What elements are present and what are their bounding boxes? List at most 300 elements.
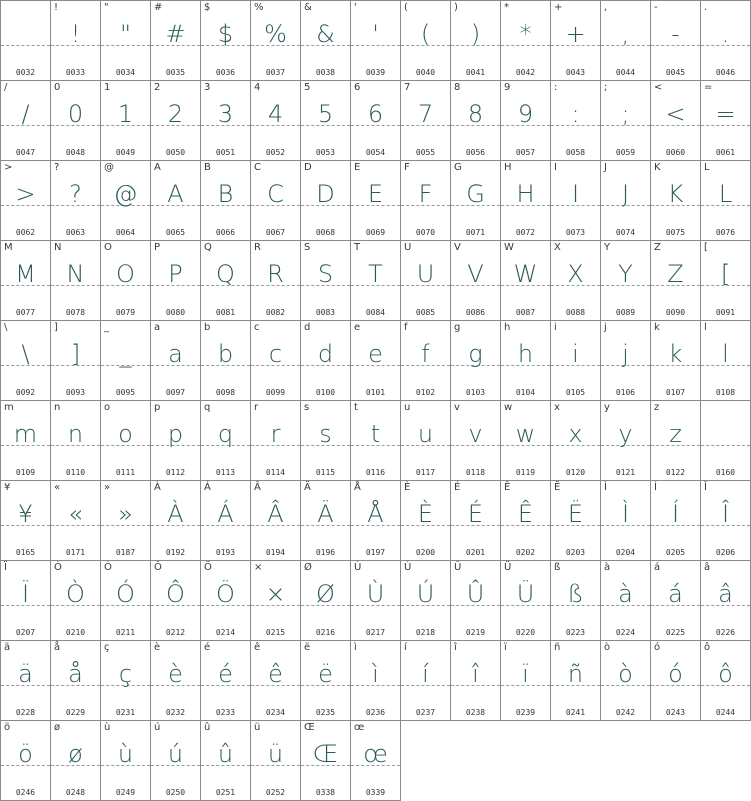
glyph-cell[interactable] — [601, 1, 651, 81]
glyph-cell-label: y — [604, 402, 610, 413]
glyph-sample: 6 — [367, 100, 384, 128]
glyph-sample: e — [368, 340, 383, 368]
glyph-cell[interactable] — [301, 321, 351, 401]
glyph-cell-label: í — [404, 642, 407, 653]
glyph-cell[interactable] — [251, 641, 301, 721]
glyph-sample: û — [217, 740, 234, 768]
glyph-code: 0060 — [665, 148, 686, 157]
glyph-cell-label: Û — [454, 562, 462, 573]
glyph-cell[interactable] — [551, 321, 601, 401]
glyph-cell[interactable] — [251, 1, 301, 81]
glyph-cell[interactable] — [501, 321, 551, 401]
glyph-cell-label: > — [4, 162, 13, 173]
glyph-cell-label: C — [254, 162, 261, 173]
glyph-cell-label: î — [454, 642, 457, 653]
glyph-code: 0225 — [665, 628, 686, 637]
glyph-code: 0067 — [265, 228, 286, 237]
glyph-code: 0192 — [165, 548, 186, 557]
glyph-cell[interactable] — [51, 481, 101, 561]
glyph-code: 0194 — [265, 548, 286, 557]
glyph-code: 0047 — [15, 148, 36, 157]
glyph-sample: ? — [69, 180, 82, 208]
glyph-cell-label: Ó — [104, 562, 112, 573]
glyph-cell[interactable] — [301, 241, 351, 321]
glyph-cell[interactable] — [451, 241, 501, 321]
glyph-cell[interactable] — [601, 561, 651, 641]
glyph-cell-label: w — [504, 402, 513, 413]
glyph-code: 0241 — [565, 708, 586, 717]
glyph-sample: À — [167, 500, 184, 528]
glyph-code: 0246 — [15, 788, 36, 797]
glyph-cell[interactable] — [451, 401, 501, 481]
glyph-cell[interactable] — [401, 481, 451, 561]
glyph-sample: C — [267, 180, 284, 208]
glyph-cell-label: Ü — [504, 562, 512, 573]
glyph-cell[interactable] — [151, 561, 201, 641]
glyph-cell-label: Ú — [404, 562, 412, 573]
glyph-code: 0219 — [465, 628, 486, 637]
glyph-code: 0252 — [265, 788, 286, 797]
glyph-code: 0052 — [265, 148, 286, 157]
glyph-sample: h — [517, 340, 534, 368]
glyph-code: 0160 — [715, 468, 736, 477]
glyph-cell[interactable] — [101, 641, 151, 721]
glyph-cell-label: ì — [354, 642, 357, 653]
glyph-code: 0238 — [465, 708, 486, 717]
glyph-cell[interactable] — [151, 161, 201, 241]
glyph-code: 0035 — [165, 68, 186, 77]
glyph-cell[interactable] — [401, 241, 451, 321]
glyph-cell[interactable] — [1, 241, 51, 321]
glyph-cell-label: Z — [654, 242, 661, 253]
glyph-cell[interactable] — [401, 81, 451, 161]
glyph-cell-label: É — [454, 482, 461, 493]
glyph-cell[interactable] — [151, 1, 201, 81]
glyph-cell[interactable] — [101, 241, 151, 321]
glyph-cell[interactable] — [251, 81, 301, 161]
glyph-cell[interactable] — [551, 641, 601, 721]
glyph-cell-label: Q — [204, 242, 212, 253]
glyph-cell[interactable] — [601, 481, 651, 561]
glyph-cell[interactable] — [651, 561, 701, 641]
glyph-code: 0106 — [615, 388, 636, 397]
glyph-cell[interactable] — [651, 81, 701, 161]
glyph-cell[interactable] — [651, 401, 701, 481]
glyph-code: 0235 — [315, 708, 336, 717]
glyph-cell[interactable] — [601, 241, 651, 321]
glyph-code: 0085 — [415, 308, 436, 317]
glyph-sample: É — [467, 500, 484, 528]
glyph-cell[interactable] — [551, 161, 601, 241]
glyph-cell[interactable] — [601, 641, 651, 721]
glyph-cell[interactable] — [501, 161, 551, 241]
glyph-sample: ç — [118, 660, 133, 688]
glyph-code: 0203 — [565, 548, 586, 557]
glyph-cell[interactable] — [451, 481, 501, 561]
glyph-sample: Ô — [166, 580, 185, 608]
glyph-cell-label: B — [204, 162, 211, 173]
glyph-cell[interactable] — [51, 721, 101, 801]
glyph-cell[interactable] — [251, 401, 301, 481]
glyph-sample: w — [515, 420, 536, 448]
glyph-cell[interactable] — [351, 641, 401, 721]
glyph-cell[interactable] — [451, 641, 501, 721]
glyph-cell[interactable] — [601, 81, 651, 161]
glyph-cell[interactable] — [101, 161, 151, 241]
glyph-cell[interactable] — [701, 161, 751, 241]
glyph-code: 0080 — [165, 308, 186, 317]
glyph-code: 0228 — [15, 708, 36, 717]
glyph-sample: ù — [117, 740, 134, 768]
glyph-sample: Ø — [316, 580, 335, 608]
glyph-cell[interactable] — [401, 561, 451, 641]
glyph-sample: Ë — [567, 500, 584, 528]
glyph-cell-label: i — [554, 322, 557, 333]
glyph-cell[interactable] — [101, 721, 151, 801]
glyph-cell-label: ï — [504, 642, 507, 653]
glyph-cell[interactable] — [701, 241, 751, 321]
glyph-sample: - — [671, 20, 680, 48]
glyph-cell-label: 6 — [354, 82, 361, 93]
glyph-cell[interactable] — [201, 561, 251, 641]
glyph-cell[interactable] — [201, 321, 251, 401]
glyph-cell[interactable] — [151, 721, 201, 801]
glyph-cell[interactable] — [651, 641, 701, 721]
glyph-code: 0062 — [15, 228, 36, 237]
glyph-sample: b — [217, 340, 234, 368]
glyph-cell-label: œ — [354, 722, 365, 733]
glyph-cell[interactable] — [1, 481, 51, 561]
glyph-sample: × — [265, 580, 286, 608]
glyph-cell[interactable] — [301, 401, 351, 481]
glyph-cell[interactable] — [651, 321, 701, 401]
glyph-cell[interactable] — [51, 321, 101, 401]
glyph-code: 0049 — [115, 148, 136, 157]
glyph-sample: D — [316, 180, 335, 208]
glyph-code: 0079 — [115, 308, 136, 317]
glyph-cell[interactable] — [251, 241, 301, 321]
glyph-cell[interactable] — [501, 641, 551, 721]
glyph-cell[interactable] — [651, 481, 701, 561]
glyph-cell[interactable] — [651, 1, 701, 81]
glyph-code: 0040 — [415, 68, 436, 77]
glyph-cell-label: ! — [54, 2, 59, 13]
glyph-code: 0338 — [315, 788, 336, 797]
glyph-code: 0048 — [65, 148, 86, 157]
glyph-cell[interactable] — [251, 481, 301, 561]
glyph-cell[interactable] — [451, 161, 501, 241]
glyph-cell[interactable] — [201, 241, 251, 321]
glyph-code: 0066 — [215, 228, 236, 237]
glyph-sample: . — [721, 20, 730, 48]
glyph-sample: Û — [466, 580, 485, 608]
glyph-cell[interactable] — [101, 321, 151, 401]
glyph-cell[interactable] — [151, 401, 201, 481]
glyph-cell-label: ú — [154, 722, 161, 733]
glyph-cell[interactable] — [501, 1, 551, 81]
glyph-cell[interactable] — [101, 1, 151, 81]
glyph-code: 0216 — [315, 628, 336, 637]
glyph-cell[interactable] — [201, 641, 251, 721]
glyph-cell[interactable] — [151, 481, 201, 561]
glyph-cell-label: - — [654, 2, 658, 13]
glyph-cell[interactable] — [101, 401, 151, 481]
glyph-cell[interactable] — [251, 721, 301, 801]
glyph-cell-label: , — [604, 2, 608, 13]
glyph-cell[interactable] — [551, 81, 601, 161]
glyph-code: 0091 — [715, 308, 736, 317]
glyph-cell-label: t — [354, 402, 358, 413]
glyph-cell[interactable] — [1, 721, 51, 801]
glyph-cell-label: ô — [704, 642, 711, 653]
glyph-code: 0214 — [215, 628, 236, 637]
glyph-code: 0073 — [565, 228, 586, 237]
glyph-cell[interactable] — [401, 161, 451, 241]
glyph-cell[interactable] — [351, 241, 401, 321]
glyph-code: 0039 — [365, 68, 386, 77]
glyph-cell[interactable] — [451, 1, 501, 81]
glyph-cell-label: 5 — [304, 82, 311, 93]
glyph-cell[interactable] — [301, 1, 351, 81]
glyph-code: 0226 — [715, 628, 736, 637]
glyph-code: 0038 — [315, 68, 336, 77]
glyph-cell[interactable] — [551, 401, 601, 481]
glyph-cell[interactable] — [301, 721, 351, 801]
glyph-sample: 4 — [267, 100, 284, 128]
glyph-cell[interactable] — [651, 241, 701, 321]
glyph-cell-label: ' — [354, 2, 357, 13]
glyph-cell[interactable] — [401, 641, 451, 721]
glyph-code: 0083 — [315, 308, 336, 317]
glyph-cell[interactable] — [101, 561, 151, 641]
glyph-code: 0165 — [15, 548, 36, 557]
glyph-code: 0116 — [365, 468, 386, 477]
glyph-cell[interactable] — [351, 721, 401, 801]
glyph-cell[interactable] — [251, 561, 301, 641]
glyph-cell-label: . — [704, 2, 708, 13]
glyph-code: 0075 — [665, 228, 686, 237]
glyph-sample: / — [21, 100, 30, 128]
glyph-cell[interactable] — [51, 1, 101, 81]
glyph-cell[interactable] — [501, 401, 551, 481]
glyph-sample: O — [116, 260, 135, 288]
glyph-code: 0042 — [515, 68, 536, 77]
glyph-cell[interactable] — [301, 481, 351, 561]
glyph-cell[interactable] — [1, 561, 51, 641]
glyph-cell[interactable] — [101, 481, 151, 561]
glyph-cell[interactable] — [601, 321, 651, 401]
glyph-cell[interactable] — [351, 481, 401, 561]
glyph-sample: à — [618, 580, 633, 608]
glyph-cell[interactable] — [151, 641, 201, 721]
glyph-cell[interactable] — [351, 561, 401, 641]
glyph-sample: q — [217, 420, 234, 448]
glyph-code: 0074 — [615, 228, 636, 237]
glyph-sample: < — [665, 100, 686, 128]
glyph-code: 0078 — [65, 308, 86, 317]
glyph-code: 0114 — [265, 468, 286, 477]
glyph-cell[interactable] — [551, 241, 601, 321]
glyph-code: 0224 — [615, 628, 636, 637]
glyph-cell-label: û — [204, 722, 211, 733]
glyph-cell-label: V — [454, 242, 461, 253]
glyph-cell[interactable] — [51, 641, 101, 721]
glyph-sample: \ — [21, 340, 30, 368]
glyph-cell[interactable] — [301, 161, 351, 241]
glyph-cell[interactable] — [301, 561, 351, 641]
glyph-cell[interactable] — [551, 561, 601, 641]
glyph-cell[interactable] — [651, 161, 701, 241]
glyph-cell[interactable] — [351, 81, 401, 161]
glyph-cell[interactable] — [51, 161, 101, 241]
glyph-cell[interactable] — [51, 561, 101, 641]
glyph-cell-label: Ë — [554, 482, 561, 493]
glyph-cell-label: ä — [4, 642, 11, 653]
glyph-cell-label: m — [4, 402, 14, 413]
glyph-cell[interactable] — [151, 241, 201, 321]
glyph-cell[interactable] — [201, 721, 251, 801]
glyph-code: 0234 — [265, 708, 286, 717]
glyph-code: 0250 — [165, 788, 186, 797]
glyph-cell[interactable] — [201, 81, 251, 161]
glyph-code: 0071 — [465, 228, 486, 237]
glyph-cell[interactable] — [351, 401, 401, 481]
glyph-cell-label: + — [554, 2, 563, 13]
glyph-cell-label: 1 — [104, 82, 111, 93]
glyph-cell[interactable] — [201, 1, 251, 81]
glyph-code: 0223 — [565, 628, 586, 637]
glyph-cell[interactable] — [1, 321, 51, 401]
glyph-code: 0034 — [115, 68, 136, 77]
glyph-cell[interactable] — [201, 161, 251, 241]
glyph-cell-label: a — [154, 322, 161, 333]
glyph-cell[interactable] — [101, 81, 151, 161]
glyph-code: 0041 — [465, 68, 486, 77]
glyph-cell[interactable] — [351, 321, 401, 401]
glyph-code: 0244 — [715, 708, 736, 717]
glyph-sample: B — [217, 180, 234, 208]
glyph-sample: ¥ — [17, 500, 34, 528]
glyph-sample: P — [168, 260, 183, 288]
glyph-cell[interactable] — [251, 321, 301, 401]
glyph-cell[interactable] — [451, 321, 501, 401]
glyph-code: 0110 — [65, 468, 86, 477]
glyph-cell[interactable] — [1, 401, 51, 481]
glyph-sample: Ì — [621, 500, 630, 528]
glyph-cell[interactable] — [601, 401, 651, 481]
glyph-code: 0084 — [365, 308, 386, 317]
glyph-cell[interactable] — [701, 1, 751, 81]
glyph-cell[interactable] — [551, 481, 601, 561]
glyph-cell-label: = — [704, 82, 713, 93]
glyph-cell[interactable] — [451, 561, 501, 641]
glyph-cell-label: Ä — [304, 482, 311, 493]
glyph-cell-label: p — [154, 402, 161, 413]
glyph-cell[interactable] — [51, 241, 101, 321]
glyph-code: 0045 — [665, 68, 686, 77]
glyph-cell[interactable] — [201, 481, 251, 561]
glyph-cell[interactable] — [501, 241, 551, 321]
glyph-cell[interactable] — [1, 641, 51, 721]
glyph-code: 0054 — [365, 148, 386, 157]
glyph-cell-label: á — [654, 562, 661, 573]
glyph-cell[interactable] — [501, 561, 551, 641]
glyph-cell-label: \ — [4, 322, 8, 333]
glyph-code: 0061 — [715, 148, 736, 157]
glyph-code: 0113 — [215, 468, 236, 477]
glyph-cell[interactable] — [151, 81, 201, 161]
glyph-cell-label: Ï — [4, 562, 7, 573]
glyph-cell[interactable] — [151, 321, 201, 401]
glyph-cell[interactable] — [701, 561, 751, 641]
glyph-cell-label: & — [304, 2, 312, 13]
glyph-cell-label: H — [504, 162, 512, 173]
glyph-cell[interactable] — [51, 81, 101, 161]
glyph-cell-label: ê — [254, 642, 261, 653]
glyph-cell[interactable] — [701, 401, 751, 481]
glyph-cell-label: ] — [54, 322, 58, 333]
glyph-sample: : — [571, 100, 580, 128]
glyph-cell[interactable] — [1, 161, 51, 241]
glyph-cell-label: I — [554, 162, 557, 173]
glyph-cell[interactable] — [501, 481, 551, 561]
glyph-cell[interactable] — [51, 401, 101, 481]
glyph-code: 0090 — [665, 308, 686, 317]
glyph-cell-label: È — [404, 482, 411, 493]
glyph-code: 0249 — [115, 788, 136, 797]
glyph-sample: ê — [268, 660, 283, 688]
glyph-cell-label: $ — [204, 2, 211, 13]
glyph-cell[interactable] — [451, 81, 501, 161]
glyph-cell[interactable] — [301, 641, 351, 721]
glyph-cell-label: T — [354, 242, 361, 253]
glyph-code: 0099 — [265, 388, 286, 397]
glyph-sample: ü — [267, 740, 284, 768]
glyph-sample: ú — [167, 740, 184, 768]
glyph-cell-label: Ù — [354, 562, 362, 573]
glyph-code: 0248 — [65, 788, 86, 797]
glyph-cell[interactable] — [301, 81, 351, 161]
glyph-cell-label: / — [4, 82, 8, 93]
glyph-code: 0243 — [665, 708, 686, 717]
glyph-cell-label: é — [204, 642, 211, 653]
glyph-cell[interactable] — [201, 401, 251, 481]
glyph-cell[interactable] — [701, 641, 751, 721]
glyph-cell[interactable] — [1, 81, 51, 161]
glyph-sample: u — [417, 420, 434, 448]
glyph-cell-label: Ö — [204, 562, 212, 573]
glyph-sample: l — [722, 340, 729, 368]
glyph-cell[interactable] — [401, 1, 451, 81]
glyph-code: 0101 — [365, 388, 386, 397]
glyph-cell[interactable] — [351, 1, 401, 81]
glyph-cell[interactable] — [351, 161, 401, 241]
glyph-cell[interactable] — [401, 321, 451, 401]
glyph-sample: Î — [721, 500, 730, 528]
glyph-cell[interactable] — [701, 81, 751, 161]
glyph-cell[interactable] — [701, 481, 751, 561]
glyph-cell[interactable] — [401, 401, 451, 481]
glyph-cell[interactable] — [701, 321, 751, 401]
glyph-cell[interactable] — [501, 81, 551, 161]
glyph-code: 0102 — [415, 388, 436, 397]
glyph-cell[interactable] — [251, 161, 301, 241]
glyph-cell[interactable] — [601, 161, 651, 241]
glyph-cell[interactable] — [551, 1, 601, 81]
glyph-cell[interactable] — [1, 1, 51, 81]
glyph-cell-label: k — [654, 322, 660, 333]
glyph-cell-label: Ø — [304, 562, 312, 573]
